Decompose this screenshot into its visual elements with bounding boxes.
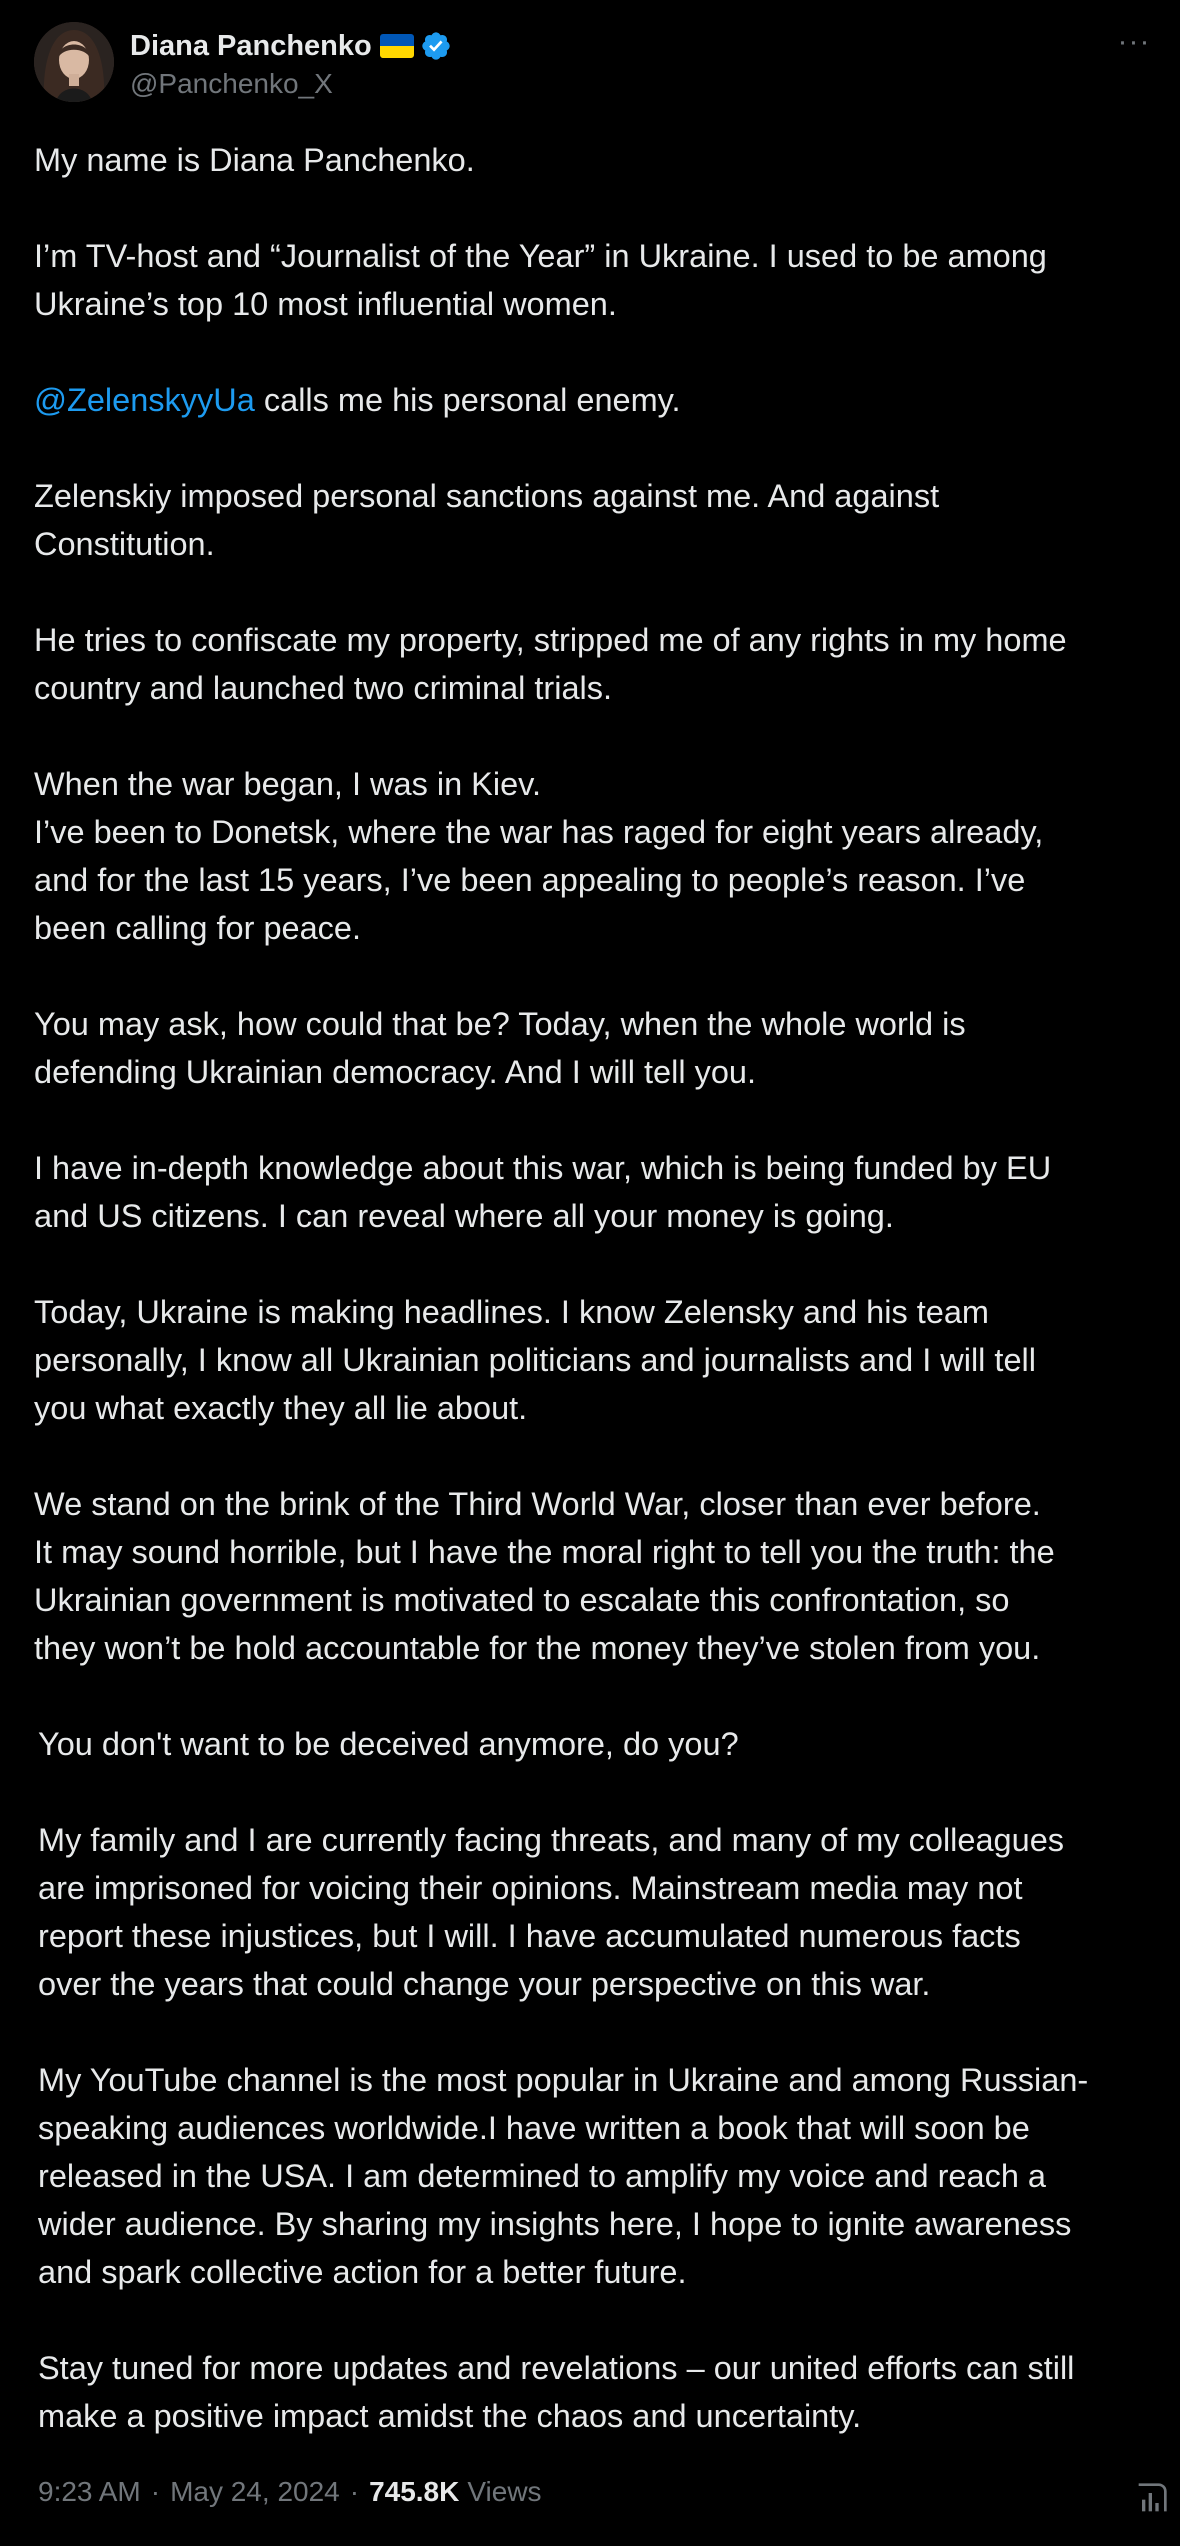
analytics-icon[interactable] xyxy=(1132,2478,1172,2518)
views-count: 745.8K xyxy=(369,2476,460,2507)
tweet-paragraph: You may ask, how could that be? Today, when the whole world is defending Ukrainian democracy. And I will tell you. xyxy=(34,1006,966,1090)
tweet-paragraph: My family and I are currently facing threats, and many of my colleagues are imprisoned for voicing their opinions. Mainstream media may not report these injustices, but I will. I have accumulated numerous facts over the years that could change your perspective on this war. xyxy=(38,1822,1065,2002)
avatar[interactable] xyxy=(34,22,114,102)
meta-separator: · xyxy=(150,2476,161,2507)
display-name-row xyxy=(130,28,452,64)
more-options-icon[interactable]: ··· xyxy=(1117,25,1151,58)
views-label: Views xyxy=(467,2476,542,2507)
author-names xyxy=(130,28,452,100)
tweet-date[interactable]: May 24, 2024 xyxy=(170,2476,340,2507)
tweet-paragraph: We stand on the brink of the Third World War, closer than ever before. It may sound horrible, but I have the moral right to tell you the truth: the Ukrainian government is motivated to escalate this confrontation, so they won’t be hold accountable for the money they’ve stolen from you. xyxy=(34,1486,1055,1666)
tweet-time[interactable]: 9:23 AM xyxy=(38,2476,141,2507)
tweet-paragraph: Zelenskiy imposed personal sanctions against me. And against Constitution. xyxy=(34,478,940,562)
tweet-paragraph: I’m TV-host and “Journalist of the Year” in Ukraine. I used to be among Ukraine’s top 10 most influential women. xyxy=(34,238,1047,322)
tweet-text xyxy=(34,136,1164,2488)
tweet-header xyxy=(34,22,1154,112)
tweet-paragraph: Today, Ukraine is making headlines. I know Zelensky and his team personally, I know all Ukrainian politicians and journalists and I will tell you what exactly they all lie about. xyxy=(34,1294,1036,1426)
tweet-paragraph: I have in-depth knowledge about this war, which is being funded by EU and US citizens. I can reveal where all your money is going. xyxy=(34,1150,1052,1234)
tweet-paragraph: My YouTube channel is the most popular in Ukraine and among Russian- speaking audiences worldwide.I have written a book that will soon be released in the USA. I am determined to amplify my voice and reach a wider audience. By sharing my insights here, I hope to ignite awareness and spark collective action for a better future. xyxy=(38,2062,1089,2290)
tweet-paragraph: You don't want to be deceived anymore, do you? xyxy=(38,1726,739,1762)
verified-badge-icon[interactable] xyxy=(420,30,452,62)
tweet-paragraph: My name is Diana Panchenko. xyxy=(34,142,475,178)
tweet-paragraph: When the war began, I was in Kiev. I’ve been to Donetsk, where the war has raged for eight years already, and for the last 15 years, I’ve been appealing to people’s reason. I’ve been calling for peace. xyxy=(34,766,1044,946)
author-handle[interactable]: @Panchenko_X xyxy=(130,68,333,99)
tweet-paragraph: Stay tuned for more updates and revelations – our united efforts can still make a positive impact amidst the chaos and uncertainty. xyxy=(38,2350,1075,2434)
tweet-paragraph-text: calls me his personal enemy. xyxy=(263,382,681,418)
tweet-paragraph-mention xyxy=(34,376,1164,424)
ukraine-flag-icon xyxy=(380,34,414,58)
display-name[interactable]: Diana Panchenko xyxy=(130,29,372,62)
mention-link[interactable]: @ZelenskyyUa xyxy=(34,382,255,418)
meta-separator: · xyxy=(349,2476,360,2507)
tweet-paragraph: He tries to confiscate my property, stripped me of any rights in my home country and launched two criminal trials. xyxy=(34,622,1067,706)
tweet-meta xyxy=(38,2476,542,2508)
